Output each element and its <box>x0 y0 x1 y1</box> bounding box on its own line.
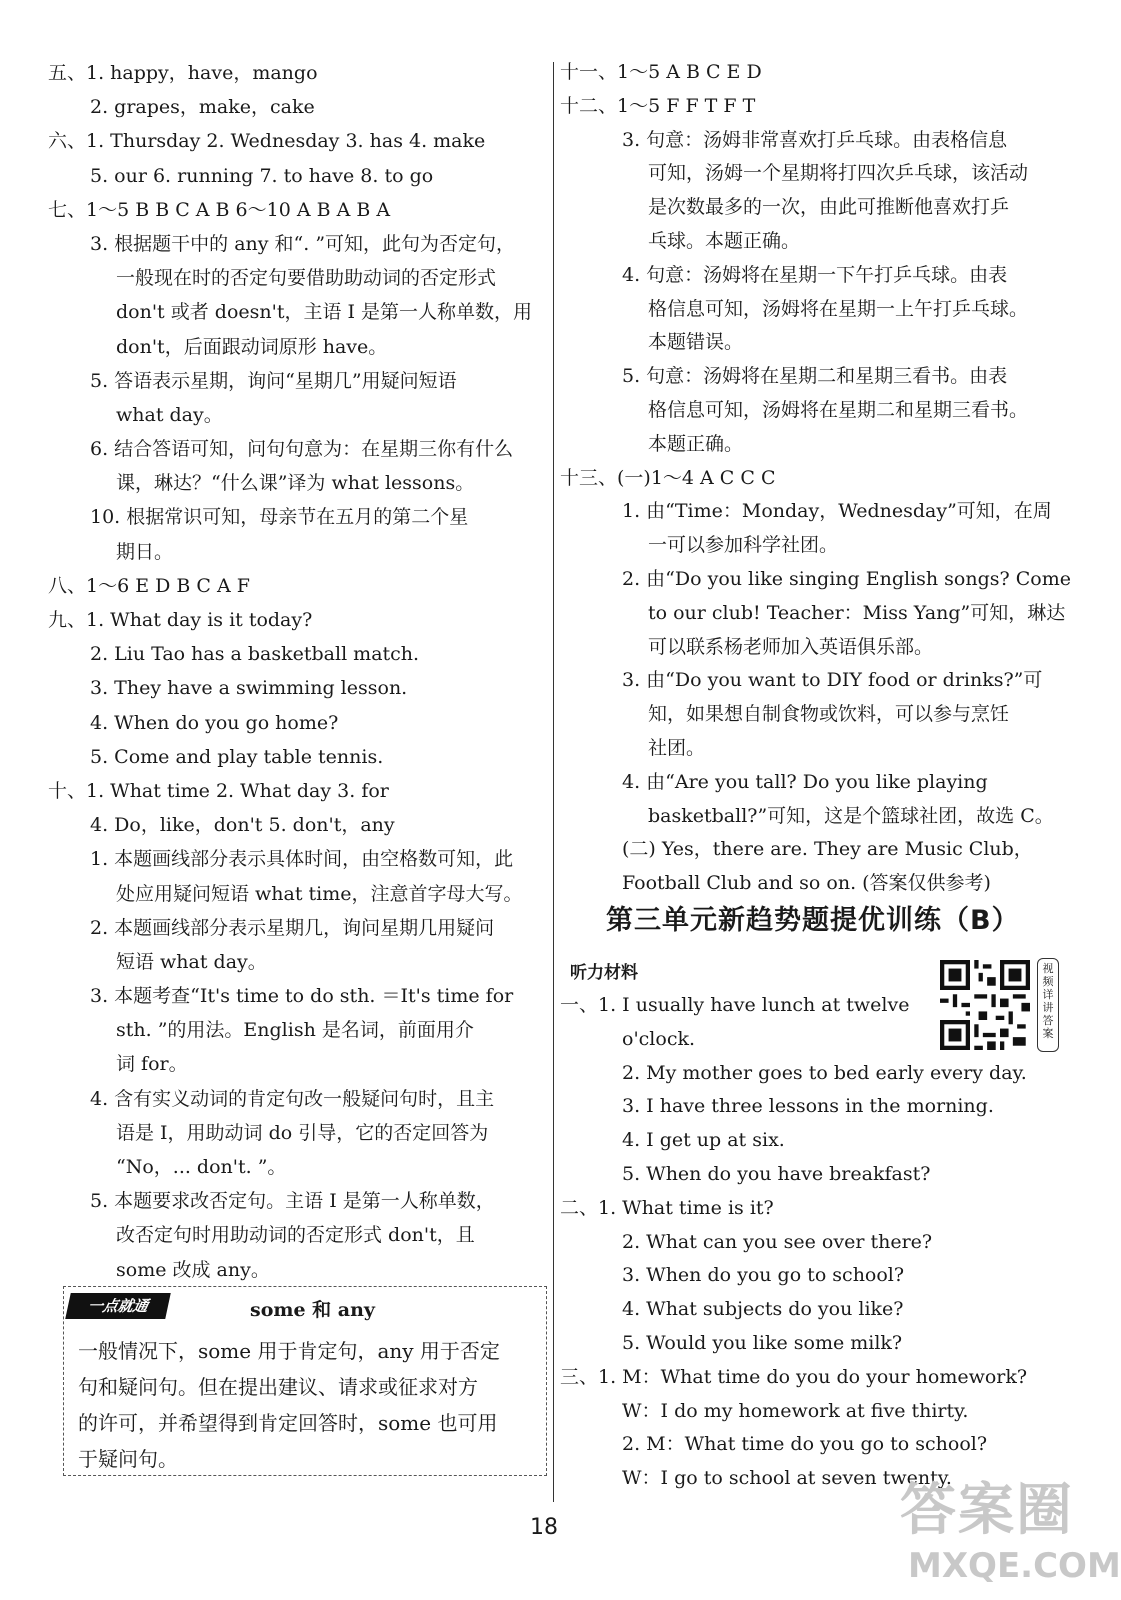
left-answer-line: 期日。 <box>116 540 174 563</box>
right-answer-line: 可知，汤姆一个星期将打四次乒乓球，该活动 <box>648 162 1029 185</box>
left-answer-line: don't 或者 doesn't，主语 I 是第一人称单数，用 <box>116 301 533 324</box>
tip-line: 于疑问句。 <box>78 1447 178 1471</box>
left-answer-line: 语是 I，用助动词 do 引导，它的否定回答为 <box>116 1121 489 1144</box>
section-heading: 第三单元新趋势题提优训练（B） <box>606 905 1020 936</box>
right-answer-line: 是次数最多的一次，由此可推断他喜欢打乒 <box>648 196 1010 219</box>
listening-line: 3. When do you go to school? <box>622 1264 905 1287</box>
left-answer-line: 4. 含有实义动词的肯定句改一般疑问句时，且主 <box>90 1087 495 1110</box>
right-answer-line: 十二、1～5 F F T F T <box>560 94 756 117</box>
left-answer-line: 10. 根据常识可知，母亲节在五月的第二个星 <box>90 506 469 529</box>
left-answer-line: 改否定句时用助动词的否定形式 don't，且 <box>116 1224 475 1247</box>
listening-line: 三、1. M：What time do you do your homework? <box>560 1365 1028 1388</box>
left-answer-line: 3. They have a swimming lesson. <box>90 677 408 700</box>
right-answer-line: (二) Yes，there are. They are Music Club， <box>622 838 1033 861</box>
watermark-logo: 答案圈 <box>900 1478 1074 1543</box>
listening-material-label: 听力材料 <box>570 963 638 983</box>
left-answer-line: 6. 结合答语可知，问句句意为：在星期三你有什么 <box>90 438 514 461</box>
right-answer-line: basketball?”可知，这是个篮球社团，故选 C。 <box>648 804 1054 827</box>
left-answer-line: 4. Do，like，don't 5. don't，any <box>90 814 395 837</box>
left-answer-line: 5. Come and play table tennis. <box>90 745 384 768</box>
right-answer-line: 3. 句意：汤姆非常喜欢打乒乓球。由表格信息 <box>622 128 1008 151</box>
left-answer-line: 课，琳达？“什么课”译为 what lessons。 <box>116 472 475 495</box>
right-answer-line: 2. 由“Do you like singing English songs? Come <box>622 567 1071 590</box>
right-answer-line: 格信息可知，汤姆将在星期一上午打乒乓球。 <box>648 297 1029 320</box>
right-answer-line: 本题正确。 <box>648 432 744 455</box>
qr-caption: 视频详讲答案 <box>1037 958 1059 1052</box>
tip-line: 的许可，并希望得到肯定回答时，some 也可用 <box>78 1411 498 1435</box>
tip-body <box>78 1333 538 1477</box>
right-answer-line: 1. 由“Time：Monday，Wednesday”可知，在周 <box>622 500 1052 523</box>
right-answer-line: to our club! Teacher：Miss Yang”可知，琳达 <box>648 601 1066 624</box>
left-answer-line: 一般现在时的否定句要借助助动词的否定形式 <box>116 267 497 290</box>
right-answer-line: 社团。 <box>648 736 706 759</box>
watermark <box>900 1466 1121 1596</box>
listening-line: 2. My mother goes to bed early every day. <box>622 1061 1027 1084</box>
right-answer-line: 5. 句意：汤姆将在星期二和星期三看书。由表 <box>622 365 1008 388</box>
right-column-top <box>560 56 1071 901</box>
left-column <box>48 56 548 1287</box>
left-answer-line: 短语 what day。 <box>116 950 267 973</box>
listening-line: W：I do my homework at five thirty. <box>622 1399 969 1422</box>
left-answer-line: 3. 根据题干中的 any 和“. ”可知，此句为否定句， <box>90 232 516 255</box>
listening-line: 2. M：What time do you go to school? <box>622 1433 988 1456</box>
listening-line: 3. I have three lessons in the morning. <box>622 1095 994 1118</box>
left-answer-line: 3. 本题考查“It's time to do sth. ＝It's time for <box>90 985 514 1008</box>
listening-line: 2. What can you see over there? <box>622 1230 933 1253</box>
left-answer-line: 4. When do you go home? <box>90 711 339 734</box>
left-answer-line: 词 for。 <box>116 1053 188 1076</box>
left-answer-line: 1. 本题画线部分表示具体时间，由空格数可知，此 <box>90 848 514 871</box>
right-answer-line: 3. 由“Do you want to DIY food or drinks?”可 <box>622 669 1043 692</box>
right-answer-line: 乓球。本题正确。 <box>648 229 801 252</box>
tip-line: 句和疑问句。但在提出建议、请求或征求对方 <box>78 1375 478 1399</box>
left-answer-line: 七、1～5 B B C A B 6～10 A B A B A <box>48 198 391 221</box>
left-answer-line: 2. Liu Tao has a basketball match. <box>90 643 420 666</box>
tip-line: 一般情况下，some 用于肯定句，any 用于否定 <box>78 1339 500 1363</box>
tip-title: some 和 any <box>250 1299 375 1321</box>
right-answer-line: Football Club and so on. (答案仅供参考) <box>622 872 991 895</box>
left-answer-line: some 改成 any。 <box>116 1258 270 1281</box>
left-answer-line: 五、1. happy，have，mango <box>48 62 318 84</box>
right-answer-line: 本题错误。 <box>648 331 744 354</box>
listening-line: 5. When do you have breakfast? <box>622 1162 931 1185</box>
column-divider <box>553 62 554 1502</box>
left-answer-line: 2. grapes，make，cake <box>90 96 315 119</box>
left-answer-line: don't，后面跟动词原形 have。 <box>116 335 388 358</box>
listening-line: 4. What subjects do you like? <box>622 1298 904 1321</box>
left-answer-line: 处应用疑问短语 what time，注意首字母大写。 <box>116 882 523 905</box>
right-answer-line: 4. 句意：汤姆将在星期一下午打乒乓球。由表 <box>622 263 1008 286</box>
right-answer-line: 4. 由“Are you tall? Do you like playing <box>622 770 988 793</box>
left-answer-line: 八、1～6 E D B C A F <box>48 574 250 597</box>
listening-line: 一、1. I usually have lunch at twelve <box>560 994 910 1016</box>
left-answer-line: 5. our 6. running 7. to have 8. to go <box>90 164 434 187</box>
left-answer-line: sth. ”的用法。English 是名词，前面用介 <box>116 1019 474 1042</box>
right-answer-line: 一可以参加科学社团。 <box>648 534 839 557</box>
right-answer-line: 知，如果想自制食物或饮料，可以参与烹饪 <box>648 703 1010 726</box>
listening-line: o'clock. <box>622 1027 696 1050</box>
left-answer-line: 六、1. Thursday 2. Wednesday 3. has 4. make <box>48 130 486 153</box>
tip-box <box>63 1286 547 1476</box>
left-answer-line: 九、1. What day is it today? <box>48 609 313 631</box>
right-column-bottom <box>560 989 1060 1496</box>
listening-line: 二、1. What time is it? <box>560 1196 774 1219</box>
left-answer-line: 5. 本题要求改否定句。主语 I 是第一人称单数， <box>90 1190 495 1213</box>
tip-tag: 一点就通 <box>65 1293 171 1319</box>
right-answer-line: 十三、(一)1～4 A C C C <box>560 466 776 489</box>
page-number: 18 <box>530 1515 558 1540</box>
left-answer-line: 十、1. What time 2. What day 3. for <box>48 779 389 802</box>
right-answer-line: 可以联系杨老师加入英语俱乐部。 <box>648 635 934 658</box>
listening-line: 4. I get up at six. <box>622 1129 785 1152</box>
listening-line: W：I go to school at seven twenty. <box>622 1467 952 1490</box>
right-answer-line: 格信息可知，汤姆将在星期二和星期三看书。 <box>648 398 1029 421</box>
right-answer-line: 十一、1～5 A B C E D <box>560 61 762 83</box>
watermark-url: MXQE.COM <box>908 1546 1121 1586</box>
left-answer-line: 5. 答语表示星期，询问“星期几”用疑问短语 <box>90 369 457 392</box>
listening-line: 5. Would you like some milk? <box>622 1331 903 1354</box>
left-answer-line: what day。 <box>116 403 223 426</box>
left-answer-line: “No，... don't. ”。 <box>116 1156 287 1178</box>
left-answer-line: 2. 本题画线部分表示星期几，询问星期几用疑问 <box>90 916 495 939</box>
